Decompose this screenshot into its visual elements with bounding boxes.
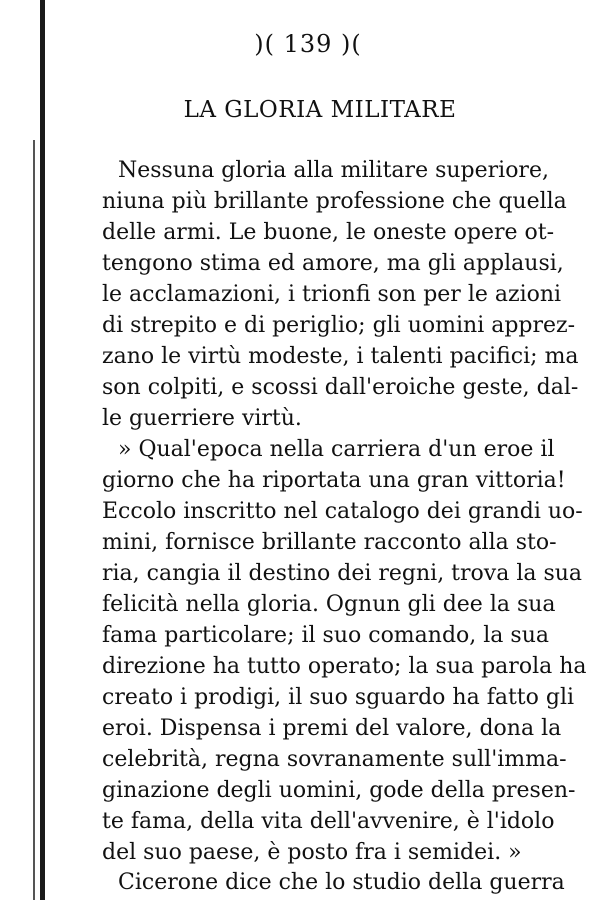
text-line: son colpiti, e scossi dall'eroiche geste, dal-: [102, 375, 579, 400]
text-line: le guerriere virtù.: [102, 406, 302, 431]
text-line: felicità nella gloria. Ognun gli dee la sua: [102, 592, 556, 617]
text-line: creato i prodigi, il suo sguardo ha fatto gli: [102, 685, 575, 710]
text-line: direzione ha tutto operato; la sua parola ha: [102, 654, 587, 679]
text-line: zano le virtù modeste, i talenti pacifici; ma: [102, 344, 579, 369]
text-line: niuna più brillante professione che quella: [102, 189, 567, 214]
text-line: Cicerone dice che lo studio della guerra: [118, 870, 565, 895]
text-line: giorno che ha riportata una gran vittoria!: [102, 468, 566, 493]
text-line: Eccolo inscritto nel catalogo dei grandi uo-: [102, 499, 583, 524]
text-line: delle armi. Le buone, le oneste opere ot-: [102, 220, 555, 245]
text-line: eroi. Dispensa i premi del valore, dona la: [102, 716, 562, 741]
text-line: ria, cangia il destino dei regni, trova la sua: [102, 561, 583, 586]
chapter-title: LA GLORIA MILITARE: [183, 97, 457, 123]
page-number: )( 139 )(: [254, 30, 362, 58]
text-line: del suo paese, è posto fra i semidei. »: [102, 840, 522, 865]
text-line: mini, fornisce brillante racconto alla sto-: [102, 530, 557, 555]
text-line: » Qual'epoca nella carriera d'un eroe il: [118, 437, 555, 462]
text-line: tengono stima ed amore, ma gli applausi,: [102, 251, 564, 276]
text-line: celebrità, regna sovranamente sull'imma-: [102, 747, 567, 772]
text-line: ginazione degli uomini, gode della presen-: [102, 778, 576, 803]
text-line: Nessuna gloria alla militare superiore,: [118, 158, 549, 183]
text-line: fama particolare; il suo comando, la sua: [102, 623, 549, 648]
text-line: te fama, della vita dell'avvenire, è l'idolo: [102, 809, 555, 834]
binding-edge-shadow: [33, 140, 35, 900]
text-line: le acclamazioni, i trionfi son per le azioni: [102, 282, 562, 307]
binding-edge: [40, 0, 45, 900]
text-line: di strepito e di periglio; gli uomini apprez-: [102, 313, 576, 338]
